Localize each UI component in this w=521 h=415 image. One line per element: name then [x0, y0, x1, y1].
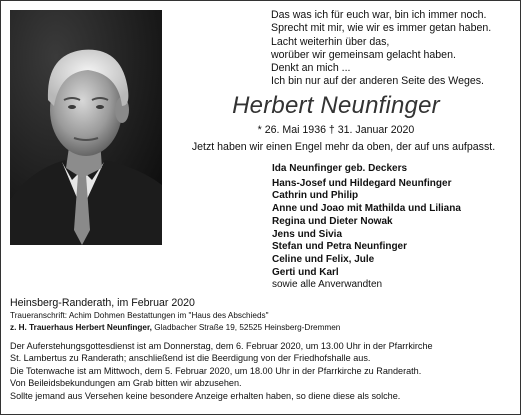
funeral-home-address: Gladbacher Straße 19, 52525 Heinsberg-Dremmen — [151, 323, 341, 332]
mourner-entry: Cathrin und Philip — [272, 190, 359, 202]
funeral-home-name: z. H. Trauerhaus Herbert Neunfinger, — [10, 323, 152, 332]
poem — [271, 9, 516, 89]
mourner-entry: Gerti und Karl — [272, 266, 339, 278]
portrait-image — [10, 10, 162, 245]
mourner-entry: Ida Neunfinger geb. Deckers — [272, 163, 408, 174]
place-date: Heinsberg-Randerath, im Februar 2020 — [10, 297, 195, 309]
mourning-address: Traueranschrift: Achim Dohmen Bestattungen im "Haus des Abschieds" — [10, 311, 269, 320]
service-details — [10, 340, 515, 402]
mourner-entry: Celine und Felix, Jule — [272, 253, 375, 265]
poem-line: Das was ich für euch war, bin ich immer noch. — [271, 9, 487, 21]
mourner-entry: Jens und Sivia — [272, 228, 343, 240]
mourner-entry: Stefan und Petra Neunfinger — [272, 241, 408, 253]
poem-line: Ich bin nur auf der anderen Seite des Weges. — [271, 75, 484, 88]
life-dates: * 26. Mai 1936 † 31. Januar 2020 — [257, 124, 415, 136]
poem-line: Lacht weiterhin über das, — [271, 35, 390, 48]
mourner-entry: Regina und Dieter Nowak — [272, 215, 393, 227]
mourner-entry: Anne und Joao mit Mathilda und Liliana — [272, 203, 461, 215]
memorial-quote: Jetzt haben wir einen Engel mehr da oben, der auf uns aufpasst. — [191, 141, 496, 153]
service-line: Die Totenwache ist am Mittwoch, dem 5. Februar 2020, um 18.00 Uhr in der Pfarrkirche zu Randerath. — [10, 365, 422, 376]
mourners-list — [272, 163, 517, 292]
poem-line: Sprecht mit mir, wie wir es immer getan haben. — [271, 22, 492, 35]
funeral-home-line — [10, 323, 340, 332]
service-line: St. Lambertus zu Randerath; anschließend ist die Beerdigung von der Friedhofshalle aus. — [10, 353, 371, 364]
poem-line: Denkt an mich ... — [271, 62, 351, 75]
service-line: Von Beileidsbekundungen am Grab bitten wir abzusehen. — [10, 378, 242, 389]
deceased-name: Herbert Neunfinger — [232, 92, 440, 119]
poem-line: worüber wir gemeinsam gelacht haben. — [271, 48, 456, 61]
mourners-closing: sowie alle Anverwandten — [272, 279, 383, 291]
service-line: Sollte jemand aus Versehen keine besondere Anzeige erhalten haben, so diene diese als solche. — [10, 390, 401, 401]
mourner-entry: Hans-Josef und Hildegard Neunfinger — [272, 177, 452, 189]
service-line: Der Auferstehungsgottesdienst ist am Donnerstag, dem 6. Februar 2020, um 13.00 Uhr in der Pfarrkirche — [10, 341, 433, 351]
portrait-photo — [10, 10, 162, 245]
